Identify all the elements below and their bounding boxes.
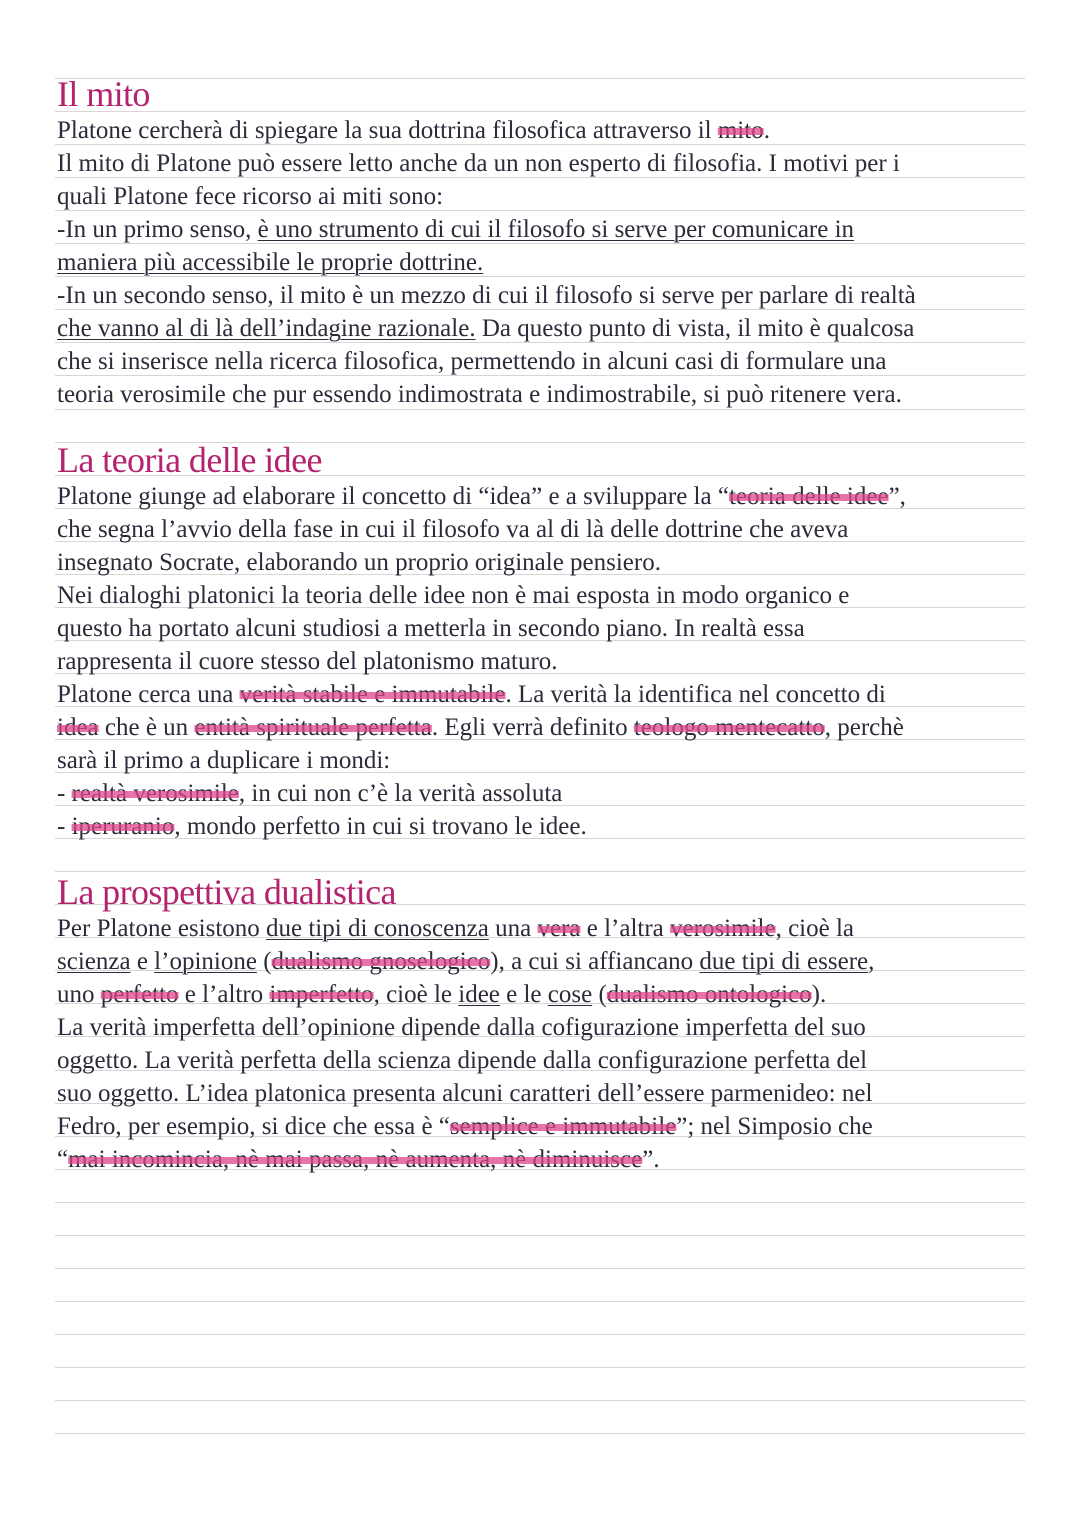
text-line — [57, 1143, 1047, 1176]
section-prospettiva-dualistica — [57, 872, 1047, 1176]
highlighted-text: imperfetto — [269, 981, 374, 1008]
text-segment: Platone giunge ad elaborare il concetto di “idea” e a sviluppare la “ — [57, 483, 729, 510]
section-body — [57, 114, 1047, 411]
highlighted-text: verità stabile e immutabile — [239, 681, 506, 708]
text-segment: - — [57, 813, 72, 840]
highlighted-text: entità spirituale perfetta — [194, 714, 432, 741]
text-segment: oggetto. La verità perfetta della scienza dipende dalla configurazione perfetta del — [57, 1047, 868, 1074]
text-segment: ”. — [642, 1146, 660, 1173]
text-segment: , cioè la — [775, 915, 854, 942]
highlighted-text: teologo mentecatto — [633, 714, 825, 741]
text-line — [57, 1044, 1047, 1077]
text-line — [57, 912, 1047, 945]
ruled-line — [55, 1202, 1025, 1203]
text-line — [57, 1011, 1047, 1044]
underlined-text: due tipi di essere — [699, 948, 869, 975]
text-segment: , — [868, 948, 875, 975]
text-line — [57, 345, 1047, 378]
text-segment: ), a cui si affiancano — [490, 948, 700, 975]
text-segment: . — [763, 117, 770, 144]
text-segment: La verità imperfetta dell’opinione dipende dalla cofigurazione imperfetta del suo — [57, 1014, 866, 1041]
text-line — [57, 312, 1047, 345]
section-body — [57, 912, 1047, 1176]
text-segment: , in cui non c’è la verità assoluta — [238, 780, 563, 807]
text-segment: Platone cerca una — [57, 681, 240, 708]
text-line — [57, 678, 1047, 711]
highlighted-text: teoria delle idee — [728, 483, 889, 510]
text-line — [57, 378, 1047, 411]
text-segment: che è un — [98, 714, 195, 741]
text-segment: e — [130, 948, 155, 975]
text-segment: -In un secondo senso, il mito è un mezzo di cui il filosofo si serve per parlare di realtà — [57, 282, 916, 309]
text-segment: Il mito di Platone può essere letto anche da un non esperto di filosofia. I motivi per i — [57, 150, 900, 177]
ruled-line — [55, 1301, 1025, 1302]
text-segment: quali Platone fece ricorso ai miti sono: — [57, 183, 444, 210]
text-segment: ”, — [888, 483, 906, 510]
text-segment: , mondo perfetto in cui si trovano le idee. — [174, 813, 587, 840]
text-line — [57, 480, 1047, 513]
text-line — [57, 1110, 1047, 1143]
text-line — [57, 777, 1047, 810]
text-segment: Fedro, per esempio, si dice che essa è “ — [57, 1113, 450, 1140]
text-segment: -In un primo senso, — [57, 216, 258, 243]
highlighted-text: idea — [57, 714, 99, 741]
section-title: Il mito — [57, 74, 150, 114]
text-line — [57, 1077, 1047, 1110]
text-segment: rappresenta il cuore stesso del platonismo maturo. — [57, 648, 558, 675]
text-segment: Per Platone esistono — [57, 915, 267, 942]
section-body — [57, 480, 1047, 843]
text-line — [57, 513, 1047, 546]
ruled-line — [55, 1400, 1025, 1401]
text-segment: ”; nel Simposio che — [676, 1113, 873, 1140]
page-content — [57, 74, 1047, 1176]
highlighted-text: vera — [537, 915, 581, 942]
ruled-line — [55, 1367, 1025, 1368]
highlighted-text: iperuranio — [71, 813, 175, 840]
section-mito — [57, 74, 1047, 411]
section-teoria-idee — [57, 440, 1047, 843]
underlined-text: l’opinione — [154, 948, 257, 975]
text-line — [57, 645, 1047, 678]
text-segment: che segna l’avvio della fase in cui il filosofo va al di là delle dottrine che aveva — [57, 516, 849, 543]
text-segment: Da questo punto di vista, il mito è qualcosa — [475, 315, 915, 342]
text-segment: Nei dialoghi platonici la teoria delle idee non è mai esposta in modo organico e — [57, 582, 850, 609]
section-title: La prospettiva dualistica — [57, 872, 396, 912]
text-line — [57, 744, 1047, 777]
text-segment: , cioè le — [373, 981, 459, 1008]
text-line — [57, 579, 1047, 612]
highlighted-text: semplice e immutabile — [449, 1113, 677, 1140]
text-segment: una — [488, 915, 538, 942]
highlighted-text: dualismo gnoselogico — [271, 948, 491, 975]
underlined-text: che vanno al di là dell’indagine razionale. — [57, 315, 476, 342]
text-line — [57, 279, 1047, 312]
ruled-line — [55, 1334, 1025, 1335]
highlighted-text: perfetto — [100, 981, 179, 1008]
underlined-text: è uno strumento di cui il filosofo si serve per comunicare in — [257, 216, 855, 243]
text-segment: suo oggetto. L’idea platonica presenta alcuni caratteri dell’essere parmenideo: nel — [57, 1080, 873, 1107]
text-segment: ( — [256, 948, 272, 975]
text-line — [57, 810, 1047, 843]
text-segment: . La verità la identifica nel concetto di — [505, 681, 886, 708]
text-segment: insegnato Socrate, elaborando un proprio originale pensiero. — [57, 549, 661, 576]
text-line — [57, 180, 1047, 213]
ruled-line — [55, 1433, 1025, 1434]
text-segment: Platone cercherà di spiegare la sua dottrina filosofica attraverso il — [57, 117, 718, 144]
text-line — [57, 246, 1047, 279]
text-segment: ). — [811, 981, 827, 1008]
text-segment: e l’altro — [178, 981, 270, 1008]
underlined-text: idee — [458, 981, 500, 1008]
text-line — [57, 213, 1047, 246]
text-segment: . Egli verrà definito — [431, 714, 634, 741]
text-line — [57, 546, 1047, 579]
text-segment: uno — [57, 981, 101, 1008]
underlined-text: scienza — [57, 948, 131, 975]
text-line — [57, 978, 1047, 1011]
text-segment: questo ha portato alcuni studiosi a metterla in secondo piano. In realtà essa — [57, 615, 805, 642]
text-segment: , perchè — [824, 714, 904, 741]
highlighted-text: mito — [717, 117, 764, 144]
text-line — [57, 945, 1047, 978]
highlighted-text: dualismo ontologico — [606, 981, 812, 1008]
text-line — [57, 114, 1047, 147]
text-segment: e l’altra — [580, 915, 671, 942]
underlined-text: cose — [547, 981, 593, 1008]
text-line — [57, 147, 1047, 180]
text-segment: che si inserisce nella ricerca filosofica, permettendo in alcuni casi di formulare una — [57, 348, 887, 375]
highlighted-text: mai incomincia, nè mai passa, nè aumenta, nè diminuisce — [68, 1146, 643, 1173]
text-segment: - — [57, 780, 72, 807]
text-segment: teoria verosimile che pur essendo indimostrata e indimostrabile, si può ritenere vera. — [57, 381, 902, 408]
text-segment: “ — [57, 1146, 69, 1173]
text-line — [57, 711, 1047, 744]
text-segment: ( — [592, 981, 607, 1008]
text-segment: sarà il primo a duplicare i mondi: — [57, 747, 391, 774]
ruled-line — [55, 1235, 1025, 1236]
ruled-line — [55, 1268, 1025, 1269]
underlined-text: due tipi di conoscenza — [266, 915, 489, 942]
text-segment: e le — [499, 981, 548, 1008]
highlighted-text: verosimile — [670, 915, 776, 942]
text-line — [57, 612, 1047, 645]
underlined-text: maniera più accessibile le proprie dottrine. — [57, 249, 484, 276]
section-title: La teoria delle idee — [57, 440, 322, 480]
highlighted-text: realtà verosimile — [71, 780, 239, 807]
